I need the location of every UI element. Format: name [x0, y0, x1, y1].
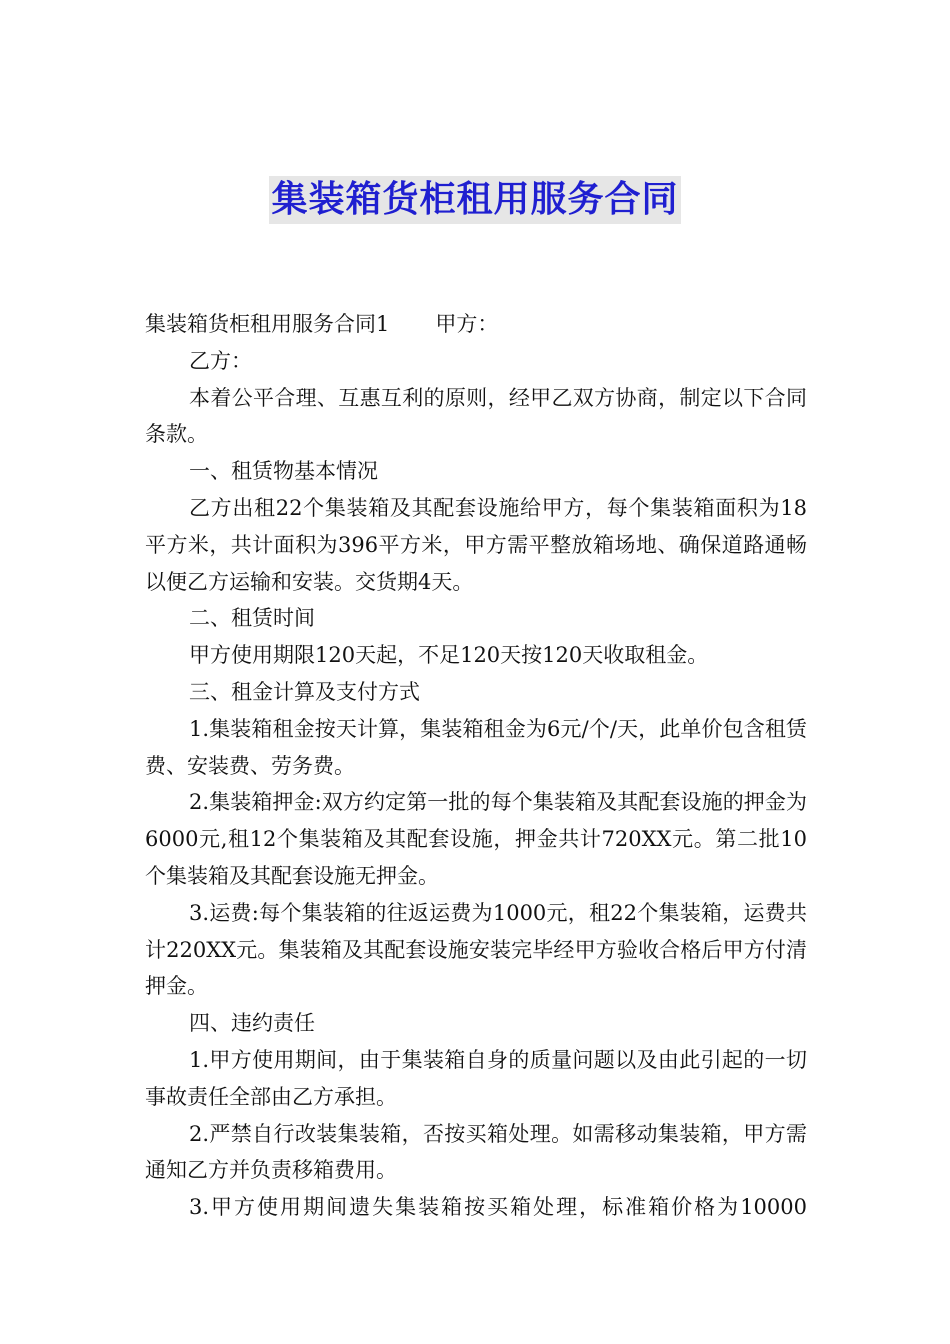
clause-paragraph: 3.甲方使用期间遗失集装箱按买箱处理，标准箱价格为10000: [189, 1195, 807, 1220]
section-heading: 一、租赁物基本情况: [189, 459, 378, 484]
section-heading: 二、租赁时间: [189, 606, 315, 631]
clause-paragraph: 3.运费:每个集装箱的往返运费为1000元，租22个集装箱，运费共计220XX元。集装箱及其配套设施安装完毕经甲方验收合格后甲方付清押金。: [145, 900, 807, 999]
clause-paragraph: 2.严禁自行改装集装箱，否按买箱处理。如需移动集装箱，甲方需通知乙方并负责移箱费用。: [145, 1121, 807, 1183]
clause-paragraph: 1.甲方使用期间，由于集装箱自身的质量问题以及由此引起的一切事故责任全部由乙方承担。: [145, 1047, 807, 1109]
body-paragraph: 甲方使用期限120天起，不足120天按120天收取租金。: [189, 643, 709, 668]
title-container: [0, 176, 950, 224]
party-b-line: 乙方：: [189, 348, 252, 373]
section-heading: 四、违约责任: [189, 1011, 315, 1036]
intro-heading: 集装箱货柜租用服务合同1: [145, 312, 390, 336]
intro-line: [145, 306, 807, 343]
section-heading: 三、租金计算及支付方式: [189, 679, 420, 704]
clause-paragraph: 1.集装箱租金按天计算，集装箱租金为6元/个/天，此单价包含租赁费、安装费、劳务费。: [145, 716, 807, 778]
body-paragraph: 乙方出租22个集装箱及其配套设施给甲方，每个集装箱面积为18平方米，共计面积为396平方米，甲方需平整放箱场地、确保道路通畅以便乙方运输和安装。交货期4天。: [145, 495, 807, 594]
clause-paragraph: 2.集装箱押金:双方约定第一批的每个集装箱及其配套设施的押金为6000元,租12个集装箱及其配套设施，押金共计720XX元。第二批10个集装箱及其配套设施无押金。: [145, 790, 807, 888]
party-a-label: 甲方：: [435, 312, 499, 336]
document-title: 集装箱货柜租用服务合同: [269, 176, 680, 224]
document-body: [145, 306, 807, 1226]
preamble-paragraph: 本着公平合理、互惠互利的原则，经甲乙双方协商，制定以下合同条款。: [145, 385, 807, 447]
